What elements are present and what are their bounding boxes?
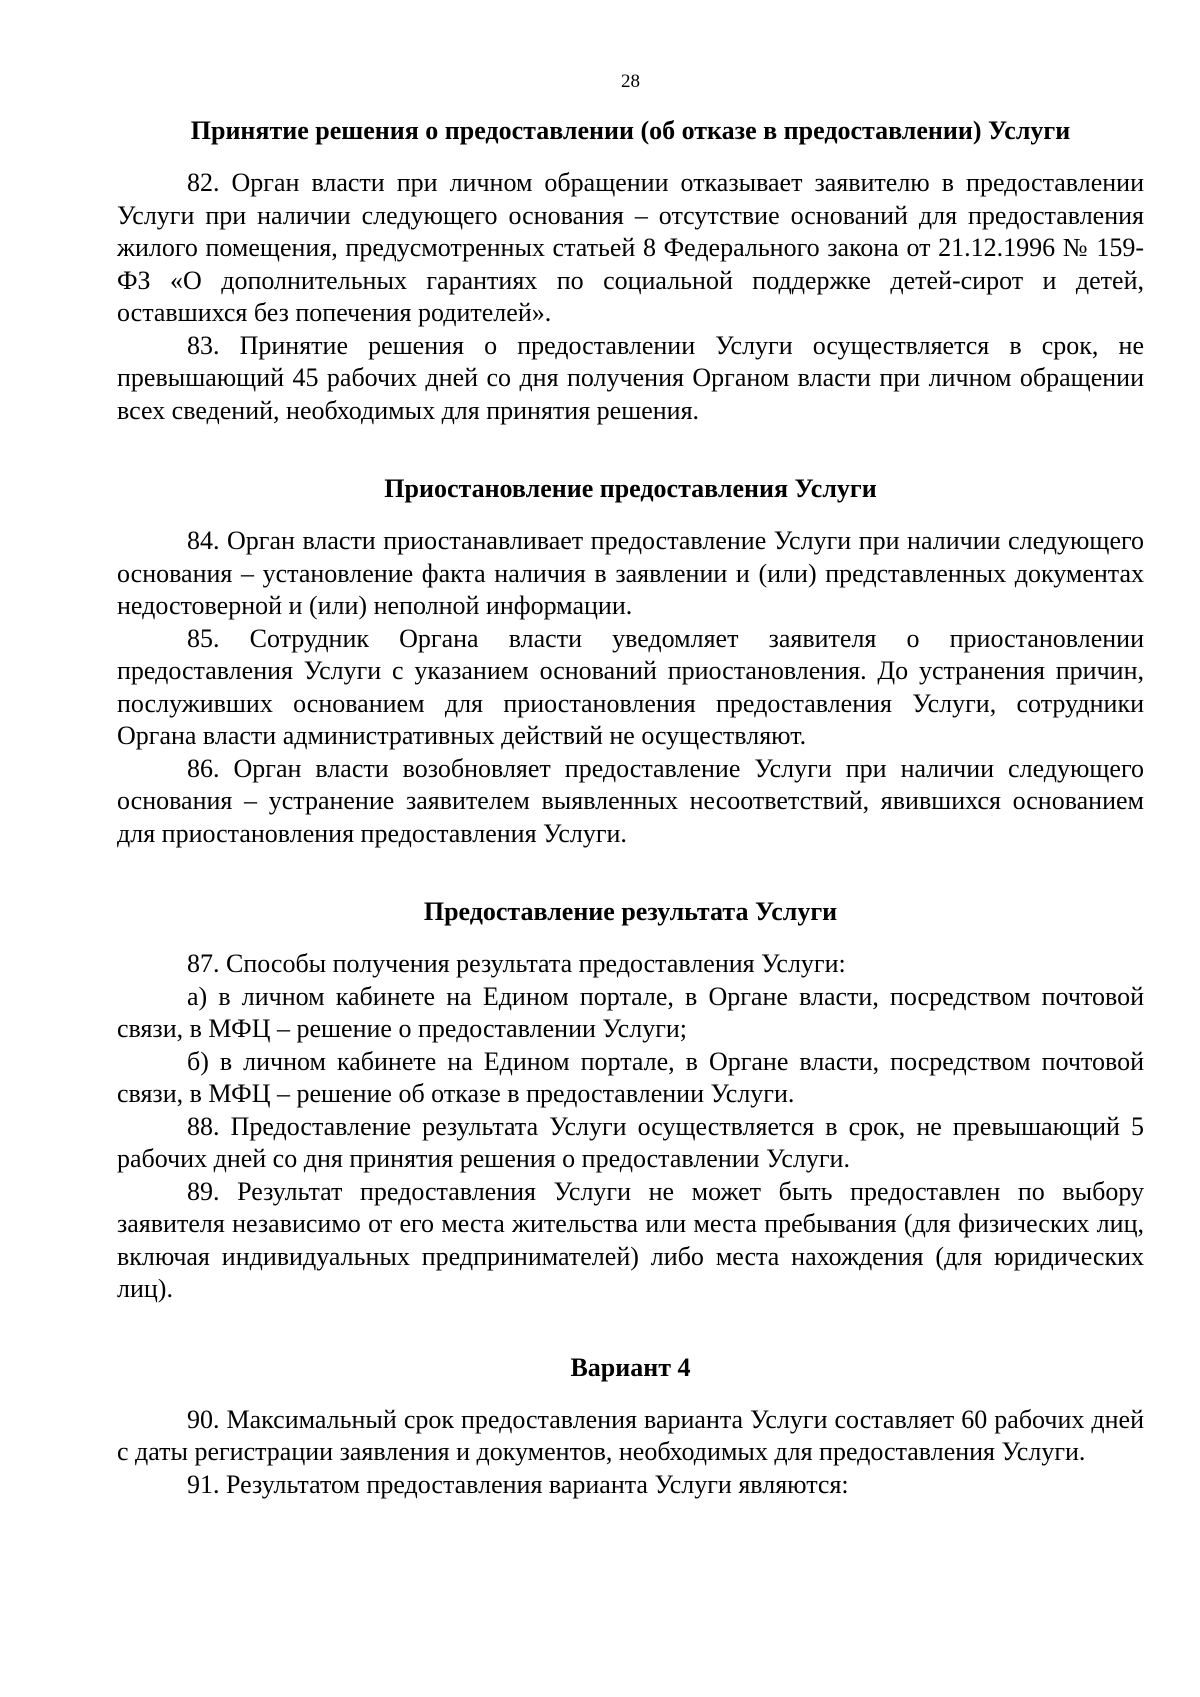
section-heading: Вариант 4 (570, 1352, 691, 1382)
paragraph-83: 83. Принятие решения о предоставлении Услуги осуществляется в срок, не превышающий 45 рабочих дней со дня получения Органом власти при личном обращении всех сведений, необходимых для принятия решения. (117, 330, 1144, 425)
section-heading: Предоставление результата Услуги (423, 897, 838, 926)
paragraph-88: 88. Предоставление результата Услуги осуществляется в срок, не превышающий 5 рабочих дней со дня принятия решения о предоставлении Услуги. (117, 1111, 1144, 1173)
paragraph-82: 82. Орган власти при личном обращении отказывает заявителю в предоставлении Услуги при наличии следующего основания – отсутствие оснований для предоставления жилого помещения, предусмотренных статьей 8 Федерального закона от 21.12.1996 № 159-ФЗ «О дополнительных гарантиях по социальной поддержке детей-сирот и детей, оставшихся без попечения родителей». (117, 168, 1144, 327)
paragraph-91: 91. Результатом предоставления варианта Услуги являются: (187, 1469, 849, 1499)
document-page (117, 60, 1144, 1501)
paragraph-87-a: а) в личном кабинете на Едином портале, в Органе власти, посредством почтовой связи, в МФЦ – решение о предоставлении Услуги; (117, 981, 1144, 1043)
paragraph-87: 87. Способы получения результата предоставления Услуги: (187, 949, 846, 978)
paragraph-85: 85. Сотрудник Органа власти уведомляет заявителя о приостановлении предоставления Услуги с указанием оснований приостановления. До устранения причин, послуживших основанием для приостановления предоставления Услуги, сотрудники Органа власти административных действий не осуществляют. (117, 623, 1144, 750)
section-heading: Приостановление предоставления Услуги (384, 474, 877, 503)
paragraph-84: 84. Орган власти приостанавливает предоставление Услуги при наличии следующего основания – установление факта наличия в заявлении и (или) представленных документах недостоверной и (или) неполной информации. (117, 526, 1144, 620)
section-suspension (117, 472, 1144, 850)
paragraph-90: 90. Максимальный срок предоставления варианта Услуги составляет 60 рабочих дней с даты регистрации заявления и документов, необходимых для предоставления Услуги. (117, 1404, 1144, 1466)
paragraph-86: 86. Орган власти возобновляет предоставление Услуги при наличии следующего основания – устранение заявителем выявленных несоответствий, явившихся основанием для приостановления предоставления Услуги. (117, 753, 1144, 848)
section-decision (117, 114, 1144, 427)
section-variant-4 (117, 1351, 1144, 1502)
paragraph-89: 89. Результат предоставления Услуги не может быть предоставлен по выбору заявителя независимо от его места жительства или места пребывания (для физических лиц, включая индивидуальных предпринимателей) либо места нахождения (для юридических лиц). (117, 1176, 1144, 1303)
page-number: 28 (621, 71, 640, 92)
section-result (117, 895, 1144, 1306)
paragraph-87-b: б) в личном кабинете на Едином портале, в Органе власти, посредством почтовой связи, в МФЦ – решение об отказе в предоставлении Услуги. (117, 1046, 1144, 1108)
section-heading: Принятие решения о предоставлении (об отказе в предоставлении) Услуги (190, 116, 1071, 145)
